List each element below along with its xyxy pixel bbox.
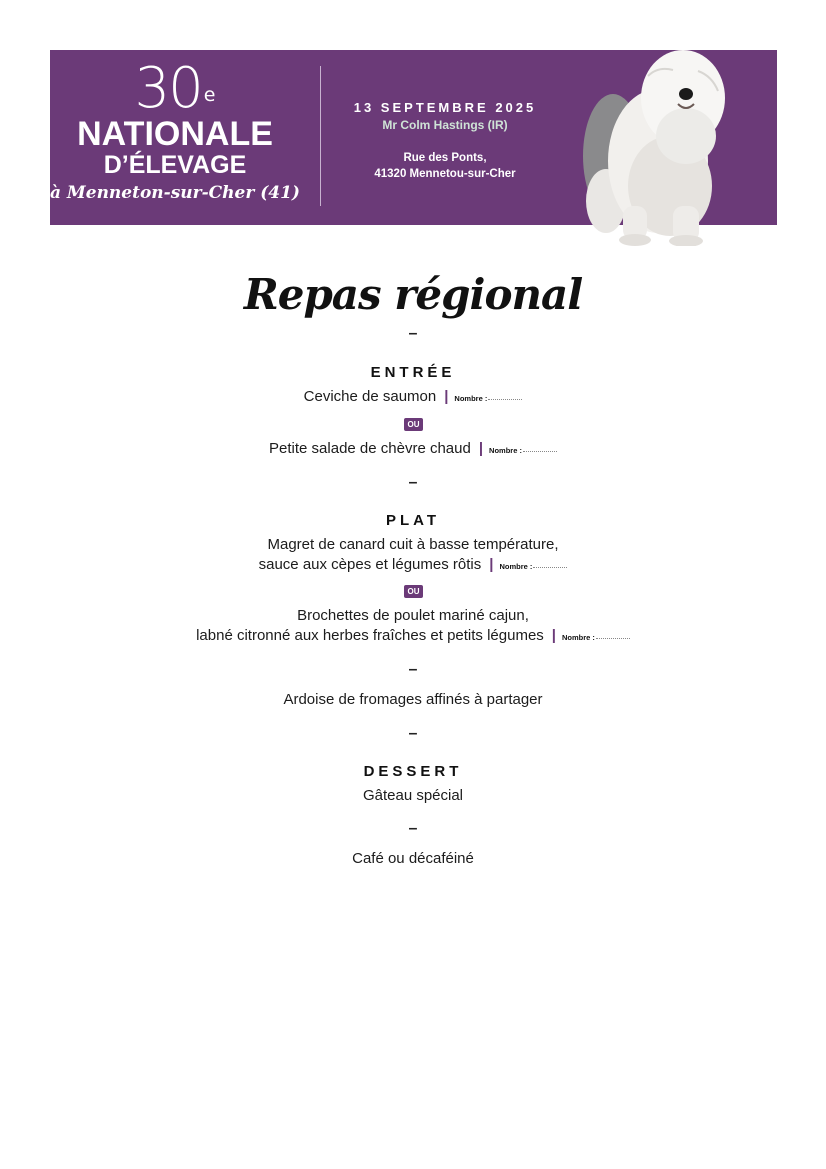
plat-option-2-line2: labné citronné aux herbes fraîches et petits légumes | Nombre : xyxy=(0,627,826,644)
plat-option-1-line1: Magret de canard cuit à basse température, xyxy=(267,536,559,553)
dessert-item: Gâteau spécial xyxy=(362,787,464,804)
cheese-course: Ardoise de fromages affinés à partager xyxy=(283,691,543,708)
event-address xyxy=(330,150,560,182)
banner-divider xyxy=(320,66,321,206)
section-entree-heading: ENTRÉE xyxy=(370,364,456,381)
event-title-line2: D’ÉLEVAGE xyxy=(103,151,247,179)
event-title-block xyxy=(50,56,300,207)
quantity-blank[interactable] xyxy=(596,638,630,639)
sheepdog-illustration xyxy=(578,36,728,246)
or-badge: OU xyxy=(404,418,423,431)
address-line1: Rue des Ponts, xyxy=(403,152,487,164)
event-date: 13 SEPTEMBRE 2025 xyxy=(353,100,537,115)
separator: – xyxy=(408,661,418,678)
separator: – xyxy=(408,474,418,491)
coffee-item: Café ou décaféiné xyxy=(352,850,474,867)
section-plat-heading: PLAT xyxy=(385,512,441,529)
entree-option-1: Ceviche de saumon | Nombre : xyxy=(0,388,826,405)
edition-number: 30 $^e$ xyxy=(134,56,216,121)
address-line2: 41320 Mennetou-sur-Cher xyxy=(374,168,516,180)
section-dessert-heading: DESSERT xyxy=(363,763,463,780)
quantity-blank[interactable] xyxy=(533,567,567,568)
quantity-blank[interactable] xyxy=(488,399,522,400)
event-details xyxy=(330,100,560,182)
separator: – xyxy=(408,820,418,837)
menu-title: Repas régional xyxy=(243,270,583,319)
quantity-blank[interactable] xyxy=(523,451,557,452)
plat-option-1-line2: sauce aux cèpes et légumes rôtis | Nombre : xyxy=(0,556,826,573)
plat-option-2-line1: Brochettes de poulet mariné cajun, xyxy=(297,607,529,624)
separator: – xyxy=(408,325,418,342)
separator: – xyxy=(408,725,418,742)
event-title-line1: NATIONALE xyxy=(77,115,273,153)
entree-option-2: Petite salade de chèvre chaud | Nombre : xyxy=(0,440,826,457)
event-judge: Mr Colm Hastings (IR) xyxy=(382,118,508,132)
event-location: à Menneton-sur-Cher (41) xyxy=(50,183,300,203)
or-badge: OU xyxy=(404,585,423,598)
